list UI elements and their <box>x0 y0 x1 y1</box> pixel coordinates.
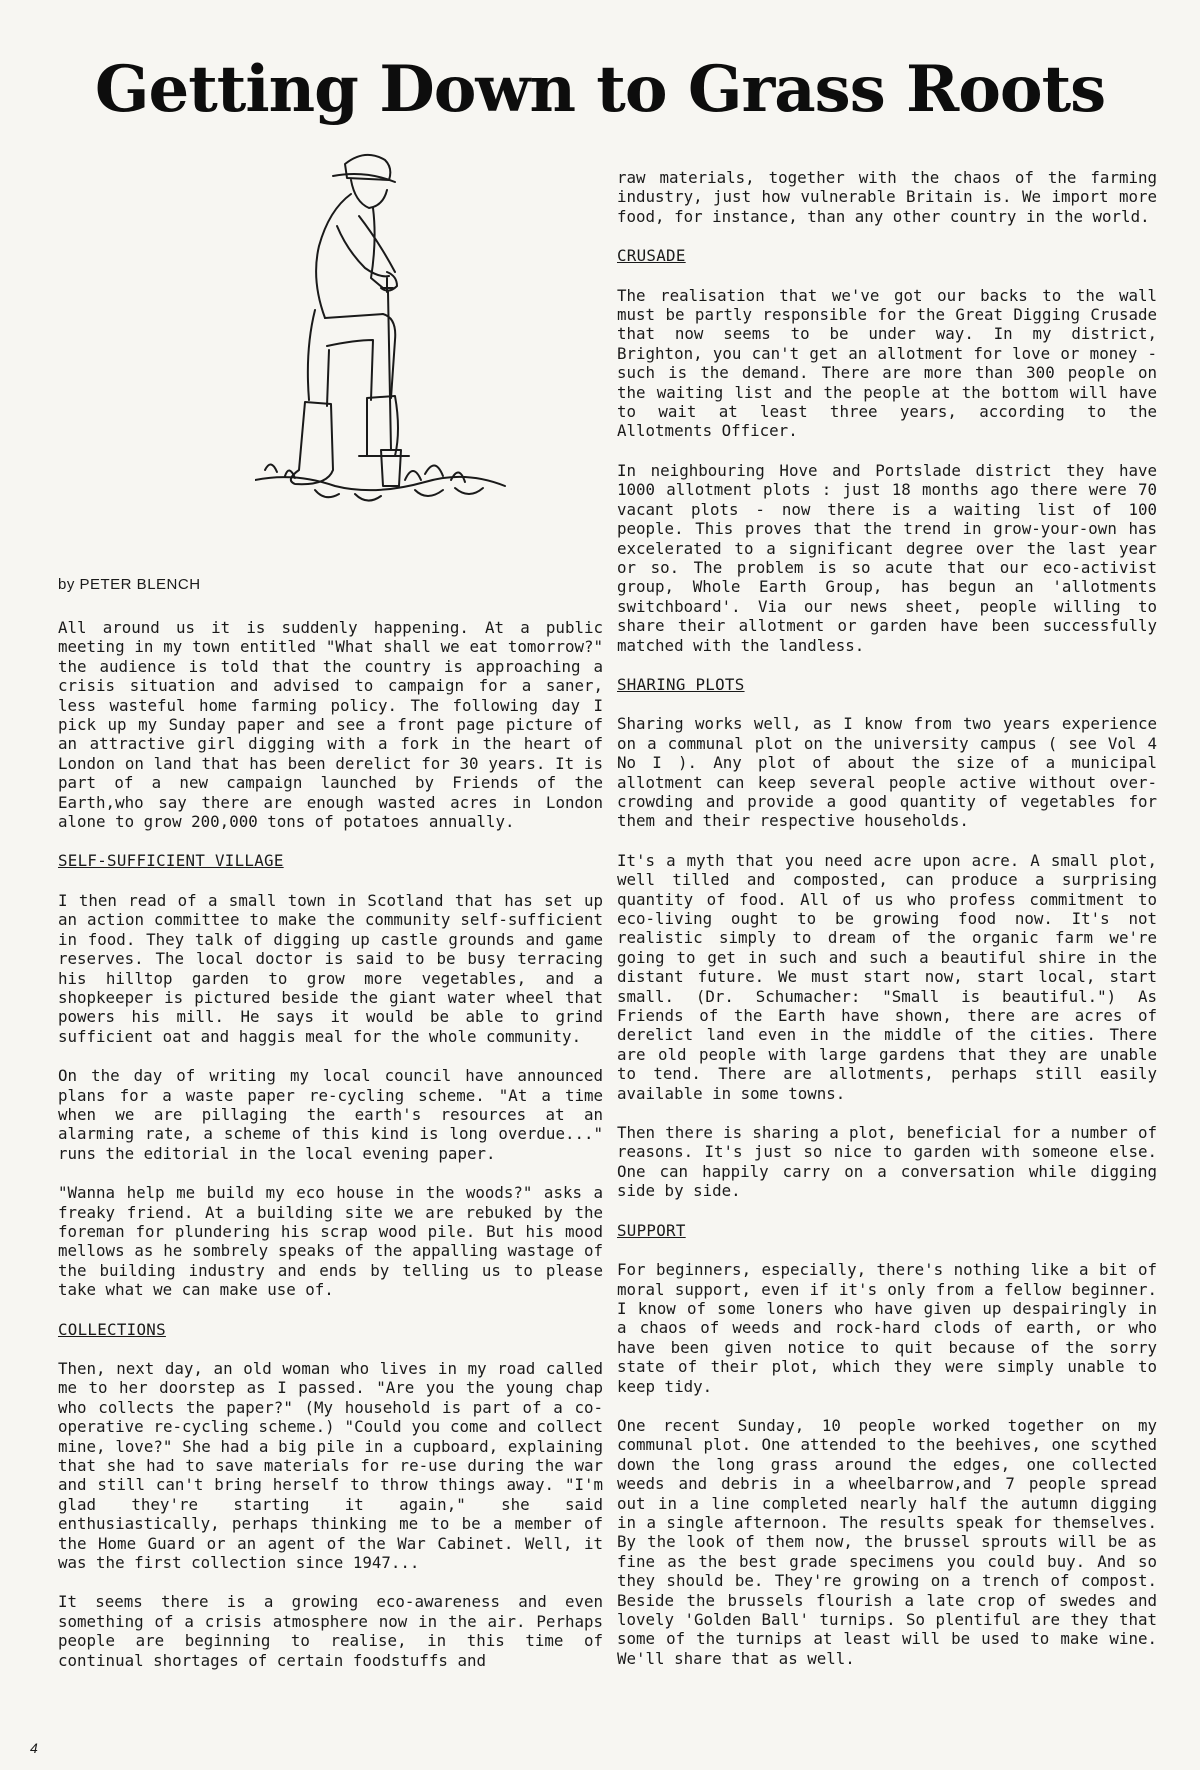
sharing-paragraph-2: It's a myth that you need acre upon acre. A small plot, well tilled and composted, can produce a surprising quantity of food. All of us who profess commitment to eco-living ought to be growing food now. It's not realistic simply to dream of the organic farm we're going to get in such and such a beautiful shire in the distant future. We must start now, start local, start small. (Dr. Schumacher: "Small is beautiful.") As Friends of the Earth have shown, there are acres of derelict land even in the middle of the cities. There are old people with large gardens that they are unable to tend. There are allotments, perhaps still easily available in some towns. <box>617 850 1157 1103</box>
village-paragraph-2: On the day of writing my local council have announced plans for a waste paper re-cycling scheme. "At a time when we are pillaging the earth's resources at an alarming rate, a scheme of this kind is long overdue..." runs the editorial in the local evening paper. <box>58 1066 603 1163</box>
support-paragraph-1: For beginners, especially, there's nothing like a bit of moral support, even if it's only from a fellow beginner. I know of some loners who have given up despairingly in a chaos of weeds and rock-hard clods of earth, or who have been given notice to quit because of the sorry state of their plot, which they were simply unable to keep tidy. <box>617 1260 1157 1396</box>
heading-support: SUPPORT <box>617 1220 686 1240</box>
crusade-paragraph-2: In neighbouring Hove and Portslade district they have 1000 allotment plots : just 18 months ago there were 70 vacant plots - now there is a waiting list of 100 people. This proves that the trend in grow-your-own has excelerated to a significant degree over the last year or so. The problem is so acute that our eco-activist group, Whole Earth Group, has begun an 'allotments switchboard'. Via our news sheet, people willing to share their allotment or garden have been successfully matched with the landless. <box>617 460 1157 655</box>
left-column <box>58 618 603 1690</box>
intro-paragraph: All around us it is suddenly happening. At a public meeting in my town entitled "What shall we eat tomorrow?" the audience is told that the country is approaching a crisis situation and advised to campaign for a saner, less wasteful home farming policy. The following day I pick up my Sunday paper and see a front page picture of an attractive girl digging with a fork in the heart of London on land that has been derelict for 30 years. It is part of a new campaign launched by Friends of the Earth,who say there are enough wasted acres in London alone to grow 200,000 tons of potatoes annually. <box>58 618 603 832</box>
heading-collections: COLLECTIONS <box>58 1319 166 1339</box>
sharing-paragraph-3: Then there is sharing a plot, beneficial for a number of reasons. It's just so nice to garden with someone else. One can happily carry on a conversation while digging side by side. <box>617 1123 1157 1201</box>
village-paragraph-1: I then read of a small town in Scotland that has set up an action committee to make the community self-sufficient in food. They talk of digging up castle grounds and game reserves. The local doctor is said to be busy terracing his hilltop garden to grow more vegetables, and a shopkeeper is pictured beside the giant water wheel that powers his mill. He says it would be able to grind sufficient oat and haggis meal for the whole community. <box>58 890 603 1046</box>
page-number: 4 <box>30 1740 38 1756</box>
crusade-paragraph-1: The realisation that we've got our backs to the wall must be partly responsible for the Great Digging Crusade that now seems to be under way. In my district, Brighton, you can't get an allotment for love or money - such is the demand. There are more than 300 people on the waiting list and the people at the bottom will have to wait at least three years, according to the Allotments Officer. <box>617 285 1157 441</box>
heading-crusade: CRUSADE <box>617 246 686 266</box>
gardener-digging-illustration <box>255 150 515 570</box>
heading-self-sufficient-village: SELF-SUFFICIENT VILLAGE <box>58 851 284 871</box>
collections-paragraph-2: It seems there is a growing eco-awareness and even something of a crisis atmosphere now in the air. Perhaps people are beginning to realise, in this time of continual shortages of certain foodstuffs and <box>58 1592 603 1670</box>
article-title: Getting Down to Grass Roots <box>94 52 1106 127</box>
heading-sharing-plots: SHARING PLOTS <box>617 674 745 694</box>
continuation-paragraph: raw materials, together with the chaos of the farming industry, just how vulnerable Britain is. We import more food, for instance, than any other country in the world. <box>617 168 1157 226</box>
collections-paragraph-1: Then, next day, an old woman who lives in my road called me to her doorstep as I passed. "Are you the young chap who collects the paper?" (My household is part of a co-operative re-cycling scheme.) "Could you come and collect mine, love?" She had a big pile in a cupboard, explaining that she had to save materials for re-use during the war and still can't bring herself to throw things away. "I'm glad they're starting it again," she said enthusiastically, perhaps thinking me to be a member of the Home Guard or an agent of the War Cabinet. Well, it was the first collection since 1947... <box>58 1359 603 1573</box>
right-column <box>617 168 1157 1688</box>
support-paragraph-2: One recent Sunday, 10 people worked together on my communal plot. One attended to the beehives, one scythed down the long grass around the edges, one collected weeds and debris in a wheelbarrow,and 7 people spread out in a line completed nearly half the autumn digging in a single afternoon. The results speak for themselves. By the look of them now, the brussel sprouts will be as fine as the best grade specimens you could buy. And so they should be. They're growing on a trench of compost. Beside the brussels flourish a late crop of swedes and lovely 'Golden Ball' turnips. So plentiful are they that some of the turnips at least will be used to make wine. We'll share that as well. <box>617 1415 1157 1668</box>
byline: by PETER BLENCH <box>58 576 201 593</box>
sharing-paragraph-1: Sharing works well, as I know from two years experience on a communal plot on the university campus ( see Vol 4 No I ). Any plot of about the size of a municipal allotment can keep several people active without over-crowding and provide a good quantity of vegetables for them and their respective households. <box>617 714 1157 831</box>
village-paragraph-3: "Wanna help me build my eco house in the woods?" asks a freaky friend. At a building site we are rebuked by the foreman for plundering his scrap wood pile. But his mood mellows as he sombrely speaks of the appalling wastage of the building industry and ends by telling us to please take what we can make use of. <box>58 1183 603 1300</box>
